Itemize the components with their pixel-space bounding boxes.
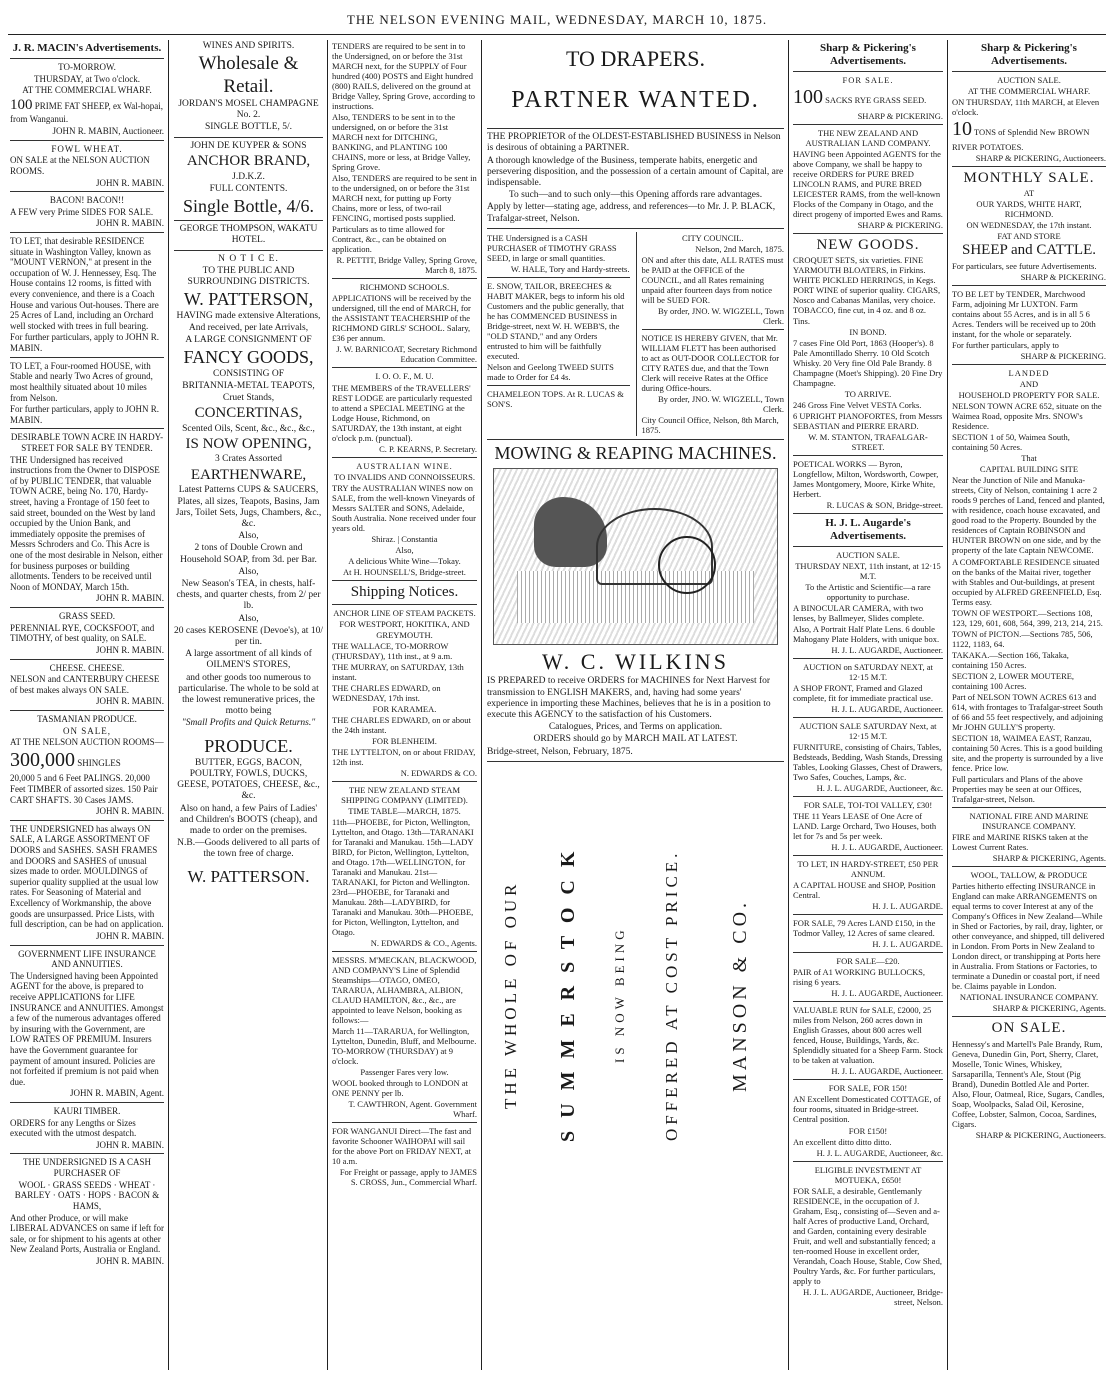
masthead: THE NELSON EVENING MAIL, WEDNESDAY, MARCH 10, 1875. — [346, 12, 768, 27]
ad-text: TENDERS are required to be sent in to the Undersigned, on or before the 31st MARCH next, for the SUPPLY of Four hundred (400) POSTS and Eight hundred (800) RAILS, delivered on the ground at Bridge Valley, Spring Grove, according to instructions. — [332, 41, 476, 112]
ad-text: NELSON TOWN ACRE 652, situate on the Waimea Road, opposite Mrs. SNOW's Residence. — [952, 401, 1102, 432]
ad-text: A COMFORTABLE RESIDENCE situated on the banks of the Maitai river, together with Stables and Out-buildings, at present occupied by ALFRED GREENFIELD, Esq. Terms easy. — [952, 556, 1102, 607]
ad-signature: JOHN R. MABIN, Auctioneer. — [52, 126, 164, 137]
ad-text: POETICAL WORKS — Byron, Longfellow, Milton, Wordsworth, Cowper, James Montgomery, Moore, Kirke White, Herbert. — [793, 458, 939, 499]
ad-heading: Wholesale & Retail. — [198, 53, 299, 97]
ad-text: IS PREPARED to receive ORDERS for MACHINES for Next Harvest for transmission to ENGLISH MAKERS, and, having had some years' experience in importing these Machines, believes that he is in a position to execute this AGENCY to the satisfaction of his Customers. — [487, 676, 771, 720]
ad-heading: LANDED — [1008, 368, 1050, 379]
ad-text: PERENNIAL RYE, COCKSFOOT, and TIMOTHY, of best quality, on SALE. — [10, 622, 155, 644]
ad-text: AN Excellent Domesticated COTTAGE, of four rooms, situated in Bridge-street. Central position. — [793, 1094, 941, 1125]
column-divider — [481, 40, 482, 1370]
ad-text: ORDERS should go by MARCH MAIL AT LATEST. — [533, 734, 738, 745]
ad-heading: GOVERNMENT LIFE INSURANCE AND ANNUITIES. — [18, 948, 156, 970]
ad-text: AT THE NELSON AUCTION ROOMS— — [10, 737, 164, 748]
ad-heading: RICHMOND SCHOOLS. — [359, 282, 450, 293]
ad-heading: ANCHOR LINE OF STEAM PACKETS. — [333, 608, 476, 619]
column-header: Sharp & Pickering's Advertisements. — [820, 42, 916, 67]
ad-text: AND — [1019, 379, 1039, 390]
ad-heading: THE NEW ZEALAND AND AUSTRALIAN LAND COMPANY. — [805, 127, 931, 148]
ad-text: THE CHARLES EDWARD, on WEDNESDAY, 17th inst. — [332, 682, 441, 703]
ad-text: A thorough knowledge of the Business, temperate habits, energetic and persevering disposition, and the possession of a certain amount of Capital, are indispensable. — [487, 155, 784, 189]
section-heading: Shipping Notices. — [350, 583, 459, 600]
ad-text: PRIME FAT SHEEP, ex Wal-hopai, from Wanganui. — [10, 100, 164, 125]
ad-text: Also, TENDERS are required to be sent in to the undersigned, on or before the 31st MARCH next, for putting up Forty Chains, more or less, of two-rail FENCING, mortised posts supplied. — [332, 173, 477, 224]
ad-text: BUTTER, EGGS, BACON, POULTRY, FOWLS, DUCKS, GEESE, POTATOES, CHEESE, &c., &c. — [177, 757, 320, 802]
ad-heading: CAPITAL BUILDING SITE — [979, 464, 1079, 475]
ad-heading: FOR SALE—£20. — [836, 956, 900, 967]
ad-signature: JOHN R. MABIN. — [95, 644, 164, 655]
ad-text: APPLICATIONS will be received by the undersigned, till the end of MARCH, for the ASSISTANT TEACHERSHIP of the RICHMOND GIRLS' SCHOOL. Salary, £36 per annum. — [332, 293, 472, 344]
ad-signature: C. P. KEARNS, P. Secretary. — [379, 443, 477, 454]
ad-text: AT — [1023, 188, 1035, 199]
ad-text: FIRE and MARINE RISKS taken at the Lowest Current Rates. — [952, 831, 1088, 852]
ad-text: Passenger Fares very low. — [360, 1067, 449, 1078]
ad-text: Particulars as to time allowed for Contract, &c., can be obtained on application. — [332, 224, 447, 255]
ad-heading: AUSTRALIAN WINE. — [356, 460, 453, 471]
ad-heading: TASMANIAN PRODUCE. — [37, 713, 137, 724]
ad-text: CROQUET SETS, six varieties. FINE YARMOUTH BLOATERS, in Firkins. WHITE PICKLED HERRINGS, in Kegs. PORT WINE of superior quality. CIGARS, Nosco and Cabanas Manilas, very choice. TOBACCO, fine cut, in 4 oz. and 8 oz. Tins. — [793, 255, 941, 326]
ad-heading: Single Bottle, 4/6. — [182, 195, 314, 216]
ad-text: WOOL · GRASS SEEDS · WHEAT · BARLEY · OATS · HOPS · BACON & HAMS, — [14, 1179, 160, 1211]
ad-signature: J. W. BARNICOAT, Secretary Richmond Education Committee. — [336, 344, 477, 365]
ad-number: 100 — [793, 85, 823, 108]
column-tenders-shipping — [332, 40, 477, 1370]
ad-signature: SHARP & PICKERING. — [857, 110, 943, 121]
ad-text: FOR BLENHEIM. — [372, 735, 437, 746]
ad-heading: TO-MORROW. — [58, 61, 116, 72]
vertical-text: S U M M E R S T O C K — [557, 847, 579, 1142]
ad-signature: H. J. L. AUGARDE. — [872, 939, 943, 950]
ad-text: For further particulars, apply to JOHN R. MABIN. — [10, 404, 159, 425]
ad-text: AT THE COMMERCIAL WHARF. — [22, 85, 152, 96]
ad-heading: FOR SALE, TOI-TOI VALLEY, £30! — [803, 800, 933, 811]
ad-text: A delicious White Wine—Tokay. — [348, 555, 461, 566]
ad-text: Also, — [238, 531, 259, 542]
ad-text: Scented Oils, Scent, &c., &c., &c., — [182, 423, 315, 434]
ad-text: THE 11 Years LEASE of One Acre of LAND. Large Orchard, Two Houses, both let for 7s and 5s per week. — [793, 811, 937, 842]
ad-heading: W. C. WILKINS — [542, 649, 729, 675]
ad-heading: ON SALE. — [991, 1020, 1067, 1037]
column-patterson — [174, 40, 323, 1370]
ad-text: SECTION 18, WAIMEA EAST, Ranzau, containing 50 Acres. This is a good building site, and the property is surrounded by a live fence. Price low. — [952, 732, 1104, 773]
ad-text: TO INVALIDS AND CONNOISSEURS. — [334, 471, 475, 482]
ad-text: N.B.—Goods delivered to all parts of the town free of charge. — [177, 838, 320, 860]
ad-text: Also on hand, a few Pairs of Ladies' and Children's BOOTS (cheap), and made to order on the premises. — [179, 803, 318, 837]
ad-text: An excellent ditto ditto ditto. — [793, 1136, 892, 1147]
ad-text: FURNITURE, consisting of Chairs, Tables, Bedsteads, Bedding, Wash Stands, Dressing Tables, Looking Glasses, Chest of Drawers, Two Safes, Couches, Lamps, &c. — [793, 741, 943, 783]
ad-text: PAIR of A1 WORKING BULLOCKS, rising 6 years. — [793, 967, 925, 988]
ad-text: TO THE PUBLIC AND SURROUNDING DISTRICTS. — [187, 265, 310, 287]
ad-text: SINGLE BOTTLE, 5/. — [204, 122, 293, 133]
ad-text: Parties hitherto effecting INSURANCE in England can make ARRANGEMENTS on equal terms to cover Interest at any of the Company's Offices in New Zealand—While in Shed or Factories, by rail, dray, lighter, or other conveyance, and shipped, till delivered in London. From Ports in New Zealand to London direct, or transhipping at Ports here in Australia. From Stations or Factories, to terminate a Dunedin or coastal port, if need be. Claims payable in London. — [952, 880, 1105, 992]
ad-heading: CHAMELEON TOPS. At R. LUCAS & SON'S. — [487, 389, 624, 410]
column-divider — [327, 40, 328, 1370]
ad-signature: SHARP & PICKERING, Agents. — [992, 1003, 1106, 1014]
ad-signature: H. J. L. AUGARDE, Auctioneer. — [831, 703, 943, 714]
ad-heading: SHEEP and CATTLE. — [961, 242, 1097, 259]
ad-text: A SHOP FRONT, Framed and Glazed complete, fit for immediate practical use. — [793, 682, 933, 703]
ad-text: THE LYTTELTON, on or about FRIDAY, 12th inst. — [332, 746, 476, 767]
top-rule — [8, 34, 1106, 35]
ad-text: To the Artistic and Scientific—a rare opportunity to purchase. — [805, 581, 931, 602]
ad-text: Shiraz. | Constantia — [371, 533, 438, 544]
ad-signature: By order, JNO. W. WIGZELL, Town Clerk. — [657, 306, 784, 327]
ad-heading: KAURI TIMBER. — [53, 1106, 121, 1117]
ad-text: Hennessy's and Martell's Pale Brandy, Rum, Geneva, Dunedin Gin, Port, Sherry, Claret, Moselle, Tonic Wines, Whiskey, Sarsaparilla, Tennent's Ale, Stout (Pig Brand), Dunedin Bottled Ale and Porter. Also, Flour, Oatmeal, Rice, Sugars, Candles, Soap, Woolpacks, Salad Oil, Kerosine, Coffee, Lobster, Salmon, Cocoa, Sardines, Cigars. — [952, 1038, 1105, 1129]
ad-heading: THE NEW ZEALAND STEAM SHIPPING COMPANY (LIMITED). — [341, 784, 468, 805]
column-divider — [788, 40, 789, 1370]
ad-heading: WINES AND SPIRITS. — [202, 41, 295, 51]
ad-text: FOR SALE, a desirable, Gentlemanly RESIDENCE, in the occupation of J. Graham, Esq., consisting of—Seven and a-half Acres of productive Land, Orchard, and Garden, containing every desirable Fruit, and well and substantially fenced; a ten-roomed House in excellent order, Verandah, Coach House, Stable, Cow Shed, Poultry Yards, &c. For further particulars, apply to — [793, 1185, 942, 1286]
ad-text: J.D.K.Z. — [232, 171, 265, 182]
ad-text: SECTION 1 of 50, Waimea South, containing 50 Acres. — [952, 432, 1070, 453]
ad-text: THURSDAY NEXT, 11th instant, at 12·15 M.T. — [795, 560, 941, 581]
column-divider — [168, 40, 169, 1370]
manson-vertical-ad — [487, 765, 784, 1225]
ad-heading: FOR £150! — [848, 1125, 888, 1136]
ad-text: WOOL booked through to LONDON at ONE PENNY per lb. — [332, 1078, 468, 1099]
ad-text: Also, — [395, 544, 414, 555]
ad-text: Nelson, 2nd March, 1875. — [695, 243, 784, 254]
ad-heading: FANCY GOODS, — [183, 347, 314, 368]
ad-text: ORDERS for any Lengths or Sizes executed with the utmost despatch. — [10, 1117, 137, 1139]
ad-text: Latest Patterns CUPS & SAUCERS, Plates, all sizes, Teapots, Basins, Jam Jars, Toilet Sets, Jugs, Chambers, &c., &c. — [175, 485, 322, 529]
ad-signature: H. J. L. AUGARDE, Auctioneer. — [831, 988, 943, 999]
ad-text: Nelson and Geelong TWEED SUITS made to Order for £4 4s. — [487, 362, 614, 383]
ad-heading: PRODUCE. — [204, 735, 293, 756]
ad-signature: N. EDWARDS & CO., Agents. — [370, 937, 477, 948]
ad-signature: H. J. L. AUGARDE. — [872, 901, 943, 912]
ad-heading: AUCTION SALE. — [997, 74, 1061, 85]
ad-number: 100 — [10, 96, 33, 113]
ad-text: ON SALE, — [63, 725, 111, 736]
ad-text: HAVING been Appointed AGENTS for the above Company, we shall be happy to receive ORDERS for PURE BRED LINCOLN RAMS, and PURE BRED LEICESTER RAMS, from the well-known Flocks of the Company in Otago, and the direct progeny of imported Ewes and Rams. — [793, 148, 943, 219]
ad-text: A CAPITAL HOUSE and SHOP, Position Central. — [793, 880, 936, 901]
ad-heading: EARTHENWARE, — [190, 466, 307, 483]
ad-text: TIME TABLE—MARCH, 1875. — [348, 805, 461, 816]
ad-text: FOR SALE, 79 Acres LAND £150, in the Todmor Valley, 12 Acres of same cleared. — [793, 918, 936, 939]
ad-signature: T. CAWTHRON, Agent. Government Wharf. — [348, 1099, 477, 1120]
ad-heading: IS NOW OPENING, — [185, 435, 312, 452]
ad-text: TO LET, a Four-roomed HOUSE, with Stable and nearly Two Acres of ground, most healthily situated about 10 miles from Nelson. — [10, 360, 153, 403]
ad-text: Part of NELSON TOWN ACRES 613 and 614, with frontages to Trafalgar-street South of 66 and 55 feet respectively, and adjoining Mr JOHN GULLY'S property. — [952, 691, 1103, 732]
column-header: J. R. MACIN's Advertisements. — [12, 42, 162, 54]
ad-signature: W. M. STANTON, TRAFALGAR-STREET. — [808, 431, 928, 452]
ad-text: THE MURRAY, on SATURDAY, 13th instant. — [332, 661, 464, 682]
ad-signature: R. LUCAS & SON, Bridge-street. — [826, 499, 943, 510]
ad-signature: JOHN R. MABIN, Agent. — [69, 1088, 164, 1099]
ad-text: and other goods too numerous to particularise. The whole to be sold at the lowest remunerative prices, the motto being — [178, 672, 319, 717]
ad-text: THE Undersigned is a CASH PURCHASER of TIMOTHY GRASS SEED, in large or small quantities. — [487, 232, 617, 263]
ad-text: TO LET, that desirable RESIDENCE situate in Washington Valley, known as "MOUNT VERNON," at present in the occupation of W. J. Hennessey, Esq. The House contains 12 rooms, is fitted with every convenience, and there is a Coach House and various Out-houses. There are 25 Acres of Land, including an Orchard well stocked with trees in full bearing. — [10, 235, 159, 331]
ad-heading: TO ARRIVE. — [844, 388, 892, 399]
ad-signature: For Freight or passage, apply to JAMES S. CROSS, Jun., Commercial Wharf. — [339, 1167, 477, 1188]
reaping-machine-illustration — [493, 468, 778, 645]
ad-text: ON WEDNESDAY, the 17th instant. — [966, 220, 1092, 231]
ad-text: A FEW very Prime SIDES FOR SALE. — [10, 206, 154, 217]
ad-signature: SHARP & PICKERING, Auctioneers. — [975, 152, 1106, 163]
ad-heading: IN BOND. — [849, 326, 887, 337]
ad-heading: DESIRABLE TOWN ACRE IN HARDY-STREET FOR SALE BY TENDER. — [10, 432, 164, 453]
ad-signature: H. J. L. AUGARDE, Auctioneer, &c. — [816, 1147, 943, 1158]
ad-heading: HOUSEHOLD PROPERTY FOR SALE. — [958, 390, 1100, 401]
vertical-text: IS NOW BEING — [612, 926, 627, 1064]
ad-heading: FOR SALE. — [842, 74, 894, 85]
ad-signature: GEORGE THOMPSON, WAKATU HOTEL. — [179, 224, 318, 246]
column-header: H. J. L. Augarde's Advertisements. — [825, 516, 911, 542]
ad-heading: ANCHOR BRAND, — [186, 152, 311, 169]
ad-heading: THE UNDERSIGNED IS A CASH PURCHASER OF — [22, 1157, 151, 1179]
ad-text: NOTICE IS HEREBY GIVEN, that Mr. WILLIAM FLETT has been authorised to act as OUT-DOOR COLLECTOR for CITY RATES due, and that the Town Clerk will receive Rates at the Office during Office-hours. — [641, 333, 780, 394]
ad-heading: N O T I C E. — [218, 253, 279, 264]
ad-text: 2 tons of Double Crown and Household SOAP, from 3d. per Bar. — [180, 543, 317, 565]
ad-text: 3 Crates Assorted — [214, 454, 283, 465]
ad-text: Catalogues, Prices, and Terms on application. — [548, 722, 723, 733]
ad-number: 10 — [952, 118, 972, 140]
ad-text: Apply by letter—stating age, address, and references—to Mr. J. P. BLACK, Trafalgar-street, Nelson. — [487, 202, 776, 224]
ad-text: THURSDAY, at Two o'clock. — [33, 73, 141, 84]
ad-text: THE MEMBERS of the TRAVELLERS' REST LODGE are particularly requested to attend a SPECIAL MEETING at the Lodge House, Richmond, on SATURDAY, the 13th instant, at eight o'clock p.m. (punctual). — [332, 382, 473, 443]
ad-text: Near the Junction of Nile and Manuka-streets, City of Nelson, containing 1 acre 2 roods 9 perches of Land, fenced and planted, with residence, coach house excavated, and good road to the Property. Bounded by the residences of Captain ROBINSON and HUNTER BROWN on one side, and by the property of the late Captain NEWCOME. — [952, 475, 1105, 556]
ad-text: To such—and to such only—this Opening affords rare advantages. — [508, 190, 763, 201]
ad-signature: N. EDWARDS & CO. — [400, 767, 477, 778]
ad-signature: H. J. L. AUGARDE, Auctioneer, &c. — [816, 783, 943, 794]
ad-heading: NATIONAL FIRE AND MARINE INSURANCE COMPANY. — [969, 810, 1089, 831]
ad-text: TAKAKA.—Section 166, Takaka, containing 150 Acres. — [952, 649, 1069, 670]
ad-heading: W. PATTERSON, — [183, 289, 314, 310]
ad-text: MESSRS. M'MECKAN, BLACKWOOD, AND COMPANY'S Line of Splendid Steamships—OTAGO, OMEO, TARARUA, ALHAMBRA, ALBION, CLAUD HAMILTON, &c., &c., are appointed to leave Nelson, booking as follows:— — [332, 954, 477, 1026]
ad-heading: TO DRAPERS. — [566, 46, 705, 71]
ad-text: JORDAN'S MOSEL CHAMPAGNE No. 2. — [178, 99, 319, 121]
ad-heading: NEW GOODS. — [816, 236, 920, 253]
ad-signature: JOHN R. MABIN. — [95, 696, 164, 707]
ad-heading: MOWING & REAPING MACHINES. — [494, 443, 777, 464]
ad-signature: SHARP & PICKERING, Auctioneers. — [975, 1130, 1106, 1140]
column-sharp-pickering — [952, 40, 1106, 1370]
ad-text: VALUABLE RUN for SALE, £2000, 25 miles from Nelson, 260 acres down in English Grasses, about 800 acres well fenced, House, Buildings, Yards, &c. Splendidly situated for a Sheep Farm. Stock to be taken at valuation. — [793, 1005, 943, 1066]
ad-signature: R. PETTIT, Bridge Valley, Spring Grove, March 8, 1875. — [336, 255, 477, 276]
ad-heading: ELIGIBLE INVESTMENT AT MOTUEKA, £650! — [814, 1164, 922, 1185]
ad-text: NELSON and CANTERBURY CHEESE of best makes always ON SALE. — [10, 674, 160, 695]
ad-heading: BACON! BACON!! — [49, 195, 125, 206]
column-mabin — [10, 40, 164, 1370]
ad-text: New Season's TEA, in chests, half-chests, and quarter chests, from 2/ per lb. — [176, 578, 321, 612]
ad-signature: JOHN R. MABIN. — [95, 218, 164, 229]
ad-text: And other Produce, or will make LIBERAL ADVANCES on same if left for sale, or for shipment to his agents at other New Zealand Ports, Australia or England. — [10, 1212, 164, 1255]
ad-text: FOR WANGANUI Direct—The fast and favorite Schooner WAIHOPAI will sail for the above Port on FRIDAY NEXT, at 10 a.m. — [332, 1126, 472, 1167]
ad-number: 300,000 — [10, 748, 75, 771]
ad-text: THE PROPRIETOR of the OLDEST-ESTABLISHED BUSINESS in Nelson is desirous of obtaining a PARTNER. — [487, 132, 781, 154]
ad-heading: W. PATTERSON. — [187, 866, 310, 886]
ad-text: City Council Office, Nelson, 8th March, 1875. — [641, 415, 779, 436]
ad-signature: H. J. L. AUGARDE, Auctioneer, Bridge-street, Nelson. — [803, 1286, 943, 1307]
ad-signature: H. J. L. AUGARDE, Auctioneer. — [831, 1066, 943, 1077]
ad-text: 20 cases KEROSENE (Devoe's), at 10/ per tin. — [174, 625, 323, 647]
ad-signature: SHARP & PICKERING, Agents. — [992, 852, 1106, 863]
ad-text: TONS of Splendid New BROWN RIVER POTATOES. — [952, 127, 1090, 152]
ad-signature: By order, JNO. W. WIGZELL, Town Clerk. — [657, 394, 784, 415]
ad-heading: CONCERTINAS, — [194, 404, 303, 421]
ad-heading: TO LET, IN HARDY-STREET, £50 PER ANNUM. — [797, 859, 939, 880]
ad-text: A large assortment of all kinds of OILMEN'S STORES, — [185, 649, 312, 671]
ad-text: THE Undersigned has received instructions from the Owner to DISPOSE of by PUBLIC TENDER, that valuable TOWN ACRE, being No. 170, Hardy-street, having a Frontage of 150 feet to said street, bounded on the West by land occupied by the Union Bank, and immediately opposite the premises of Messrs Schroders and Co. This Acre is one of the most desirable in Nelson, either for business purposes or building allotments. Tenders to be received until Noon of MONDAY, March 15th. — [10, 454, 163, 592]
ad-text: A LARGE CONSIGNMENT OF — [185, 334, 312, 345]
ad-text: For particulars, see future Advertisements. — [952, 261, 1097, 272]
ad-text: A BINOCULAR CAMERA, with two lenses, by Ballmeyer, Slides complete. — [793, 602, 925, 623]
ad-heading: I. O. O. F., M. U. — [375, 371, 434, 382]
ad-signature: W. HALE, Tory and Hardy-streets. — [510, 263, 630, 274]
ad-text: "Small Profits and Quick Returns." — [181, 718, 316, 729]
ad-signature: SHARP & PICKERING. — [857, 219, 943, 230]
ad-text: THE WALLACE, TO-MORROW (THURSDAY), 11th inst., at 9 a.m. — [332, 640, 453, 661]
ad-signature: H. J. L. AUGARDE, Auctioneer. — [831, 644, 943, 655]
ad-text: TO BE LET by TENDER, Marchwood Farm, adjoining Mr LUXTON. Farm contains about 55 Acres, and is in all 5 6 Acres. Tenders will be received up to 20th instant, for the whole or separately. — [952, 289, 1096, 340]
ad-text: Also, A Portrait Half Plate Lens. 6 double Mahogany Plate Holders, with unique box. — [793, 623, 940, 644]
ad-signature: SHARP & PICKERING. — [1020, 351, 1106, 362]
ad-signature: JOHN R. MABIN. — [95, 593, 164, 604]
ad-text: For further particulars, apply to — [952, 340, 1059, 351]
ad-text: 246 Gross Fine Velvet VESTA Corks. — [793, 399, 922, 410]
ad-text: ON THURSDAY, 11th MARCH, at Eleven o'clock. — [952, 96, 1100, 117]
ad-text: THE CHARLES EDWARD, on or about the 24th instant. — [332, 714, 471, 735]
ad-text: 20,000 5 and 6 Feet PALINGS. 20,000 Feet TIMBER of assorted sizes. 150 Pair CART SHAFTS. 30 Cases JAMS. — [10, 773, 158, 805]
ad-text: SHINGLES — [77, 757, 121, 768]
ad-text: OUR YARDS, WHITE HART, RICHMOND. — [976, 199, 1082, 220]
ad-text: That — [1021, 453, 1037, 464]
ad-text: SECTION 2, LOWER MOUTERE, containing 100 Acres. — [952, 670, 1075, 691]
ad-text: TOWN OF WESTPORT.—Sections 108, 123, 129, 601, 608, 564, 399, 213, 214, 215. — [952, 607, 1103, 628]
column-augarde — [793, 40, 943, 1370]
ad-text: FAT AND STORE — [997, 231, 1061, 242]
ad-text: HAVING made extensive Alterations, And received, per late Arrivals, — [176, 311, 321, 333]
ad-text: ON SALE at the NELSON AUCTION ROOMS. — [10, 155, 150, 176]
ad-signature: JOHN R. MABIN. — [95, 1255, 164, 1266]
column-divider — [947, 40, 948, 1370]
ad-text: 6 UPRIGHT PIANOFORTES, from Messrs SEBASTIAN and PIERRE ERARD. — [793, 410, 943, 431]
ad-signature: SHARP & PICKERING. — [1020, 272, 1106, 283]
ad-heading: CHEESE. CHEESE. — [49, 662, 125, 673]
ad-heading: PARTNER WANTED. — [511, 86, 760, 113]
ad-text: E. SNOW, TAILOR, BREECHES & HABIT MAKER, begs to inform his old Customers and the public generally, that he has COMMENCED BUSINESS in Bridge-street, next W. H. WEBB'S, the "OLD STAND," and any Orders entrusted to him will be faithfully executed. — [487, 280, 625, 362]
ad-heading: AUCTION SALE. — [836, 549, 900, 560]
ad-text: ON and after this date, ALL RATES must be PAID at the OFFICE of the COUNCIL, and all Rates remaining unpaid after fourteen days from notice will be SUED FOR. — [641, 254, 784, 305]
ad-signature: JOHN R. MABIN. — [95, 930, 164, 941]
ad-text: Also, — [238, 613, 259, 624]
ad-text: THE UNDERSIGNED has always ON SALE, A LARGE ASSORTMENT OF DOORS and SASHES. SASH FRAMES and DOORS and SASHES of unusual sizes made to order. MOULDINGS of superior quality supplied at the usual low rates. For Seasoning of Material and Excellency of Workmanship, the above goods are unsurpassed. Price Lists, with full description, can be had on application. — [10, 823, 164, 930]
ad-signature: H. J. L. AUGARDE, Auctioneer. — [831, 842, 943, 853]
ad-signature: At H. HOUNSELL'S, Bridge-street. — [343, 566, 466, 577]
ad-signature: JOHN R. MABIN. — [95, 177, 164, 188]
ad-heading: CITY COUNCIL. — [681, 232, 744, 243]
ad-text: 11th—PHOEBE, for Picton, Wellington, Lyttelton, and Otago. 13th—TARANAKI for Taranaki and Manukau. 15th—LADY BIRD, for Picton, Wellington, Lyttelton, and Otago. 17th—WELLINGTON, for Taranaki and Manukau. 21st—TARANAKI, for Picton and Wellington. 23rd—PHOEBE, for Taranaki and Manukau. 28th—LADYBIRD, for Taranaki and Manukau. 30th—PHOEBE, for Picton, Wellington, Lyttelton, and Otago. — [332, 816, 474, 937]
ad-heading: GRASS SEED. — [58, 611, 115, 622]
vertical-text: OFFERED AT COST PRICE. — [662, 849, 681, 1141]
ad-heading: JOHN DE KUYPER & SONS — [190, 140, 307, 151]
ad-text: 7 cases Fine Old Port, 1863 (Hooper's). 8 Pale Amontillado Sherry. 10 Old Scotch Whisky. 20 Very fine Old Pale Brandy. 8 Champagne (Moet's Shipping). 20 Fine Dry Champagne. — [793, 337, 943, 388]
ad-heading: FOR SALE, FOR 150! — [828, 1083, 908, 1094]
ad-text: SACKS RYE GRASS SEED. — [825, 94, 927, 105]
ad-text: NATIONAL INSURANCE COMPANY. — [959, 992, 1099, 1003]
ad-text: CONSISTING OF — [213, 369, 284, 380]
ad-signature: JOHN R. MABIN. — [95, 806, 164, 817]
ad-text: AT THE COMMERCIAL WHARF. — [967, 85, 1091, 96]
ad-text: The Undersigned having been Appointed AGENT for the above, is prepared to receive APPLICATIONS for LIFE INSURANCE and ANNUITIES. Amongst a few of the numerous advantages offered by insuring with the Government, are LOW RATES OF PREMIUM. Insurers have the Government guarantee for payment of amount insured. Policies are not forfeited if premium is not paid when due. — [10, 970, 164, 1087]
ad-heading: AUCTION SALE SATURDAY Next, at 12·15 M.T. — [799, 720, 937, 741]
ad-text: Also, — [238, 566, 259, 577]
ad-text: Bridge-street, Nelson, February, 1875. — [487, 746, 633, 757]
vertical-text: MANSON & CO. — [729, 898, 751, 1092]
ad-text: For further particulars, apply to JOHN R. MABIN. — [10, 332, 159, 354]
ad-text: TOWN of PICTON.—Sections 785, 506, 1122, 1183, 64. — [952, 628, 1093, 649]
ad-heading: AUCTION on SATURDAY NEXT, at 12·15 M.T. — [803, 661, 933, 682]
ad-text: BRITANNIA-METAL TEAPOTS, Cruet Stands, — [182, 381, 315, 403]
ad-text: TRY the AUSTRALIAN WINES now on SALE, from the well-known Vineyards of Messrs SALTER and SONS, Adelaide, South Australia. None received under four years old. — [332, 482, 476, 533]
ad-text: FULL CONTENTS. — [209, 183, 288, 194]
vertical-text: THE WHOLE OF OUR — [501, 880, 520, 1110]
ad-text: FOR WESTPORT, HOKITIKA, AND GREYMOUTH. — [339, 619, 470, 640]
ad-signature: JOHN R. MABIN. — [95, 1139, 164, 1150]
ad-text: FOR KARAMEA. — [372, 703, 437, 714]
ad-heading: WOOL, TALLOW, & PRODUCE — [970, 869, 1088, 880]
ad-text: March 11—TARARUA, for Wellington, Lyttelton, Dunedin, Bluff, and Melbourne. TO-MORROW (THURSDAY) at 9 o'clock. — [332, 1026, 477, 1067]
column-header: Sharp & Pickering's Advertisements. — [981, 42, 1077, 67]
ad-heading: MONTHLY SALE. — [963, 169, 1095, 186]
column-drapers-wilkins — [487, 40, 784, 1370]
ad-text: Full particulars and Plans of the above Properties may be seen at our Offices, Trafalgar-street, Nelson. — [952, 773, 1083, 804]
ad-heading: FOWL WHEAT. — [51, 143, 123, 154]
ad-text: Also, TENDERS to be sent in to the undersigned, on or before the 31st MARCH next for DITCHING, BANKING, and PLANTING 100 CHAINS, more or less, at Bridge Valley, Spring Grove. — [332, 112, 471, 173]
